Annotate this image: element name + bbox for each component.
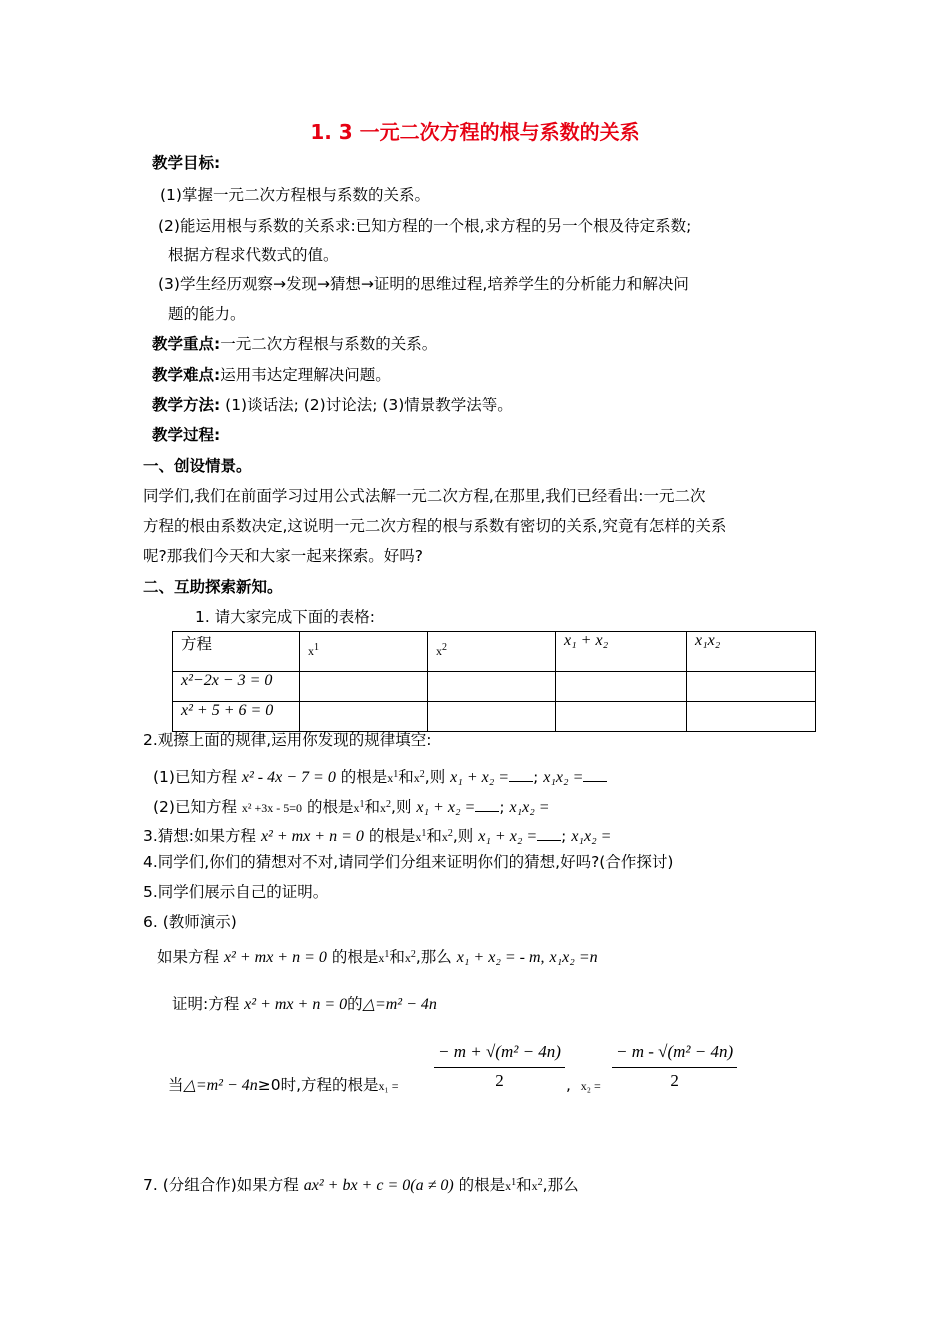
objective-1: (1)掌握一元二次方程根与系数的关系。 xyxy=(160,186,430,204)
row1-product-cell xyxy=(687,672,816,702)
header-x1 xyxy=(300,632,428,672)
proof-pre: 证明:方程 xyxy=(172,995,240,1013)
q2-sum: x₁ + x₂ = xyxy=(416,799,476,816)
section1-para-3: 呢?那我们今天和大家一起来探索。好吗? xyxy=(143,547,423,565)
header-x2-var: x xyxy=(436,644,442,658)
q1-and: 和 xyxy=(398,768,414,786)
root2-denominator: 2 xyxy=(670,1071,679,1090)
q3-pre: 3.猜想:如果方程 xyxy=(143,827,257,845)
demo-root2: $x^2$ xyxy=(404,949,416,965)
q1-product: x₁x₂ = xyxy=(543,769,584,786)
root1-numerator: − m + √(m² − 4n) xyxy=(434,1040,565,1068)
q1-pre: (1)已知方程 xyxy=(153,768,237,786)
demo-mid: 的根是 xyxy=(331,948,379,966)
page-title: 1. 3 一元二次方程的根与系数的关系 xyxy=(310,120,640,144)
q2-pre: (2)已知方程 xyxy=(153,798,237,816)
q2-sum-blank xyxy=(475,797,499,812)
header-product: x₁x₂ xyxy=(687,632,816,672)
q3-root2: $x^2$ xyxy=(441,828,453,844)
q2-and: 和 xyxy=(364,798,381,816)
demo-sum: x₁ + x₂ = - m, xyxy=(456,949,545,966)
key-point-label: 教学重点: xyxy=(152,335,221,353)
q3-then: ,则 xyxy=(452,827,474,845)
header-x2-sub: 2 xyxy=(442,642,447,653)
q2-product: x₁x₂ = xyxy=(509,799,550,816)
roots-table xyxy=(172,631,816,732)
question-4: 4.同学们,你们的猜想对不对,请同学们分组来证明你们的猜想,好吗?(合作探讨) xyxy=(143,853,674,871)
q3-sum-blank xyxy=(537,826,561,841)
method xyxy=(152,394,513,416)
q2-equation: x² +3x - 5=0 xyxy=(241,801,303,815)
q1-mid: 的根是 xyxy=(340,768,388,786)
row2-x1-cell xyxy=(300,702,428,732)
row1-equation: x²−2x − 3 = 0 xyxy=(173,672,300,702)
section1-heading: 一、创设情景。 xyxy=(143,457,252,475)
row2-sum-cell xyxy=(556,702,687,732)
q3-root1: $x^1$ xyxy=(415,828,427,844)
q3-product: x₁x₂ = xyxy=(571,828,612,845)
q1-product-blank xyxy=(583,767,607,782)
roots-line xyxy=(168,1074,399,1097)
q7-mid: 的根是 xyxy=(458,1176,506,1194)
root2-fraction xyxy=(612,1040,737,1094)
demo-pre: 如果方程 xyxy=(157,948,220,966)
question-5: 5.同学们展示自己的证明。 xyxy=(143,883,329,901)
section2-heading: 二、互助探索新知。 xyxy=(143,578,283,596)
key-point xyxy=(152,333,437,355)
q2-root1: $x^1$ xyxy=(353,799,365,815)
when-condition: ≥0时,方程的根是 xyxy=(257,1076,379,1094)
header-x1-sub: 1 xyxy=(314,642,319,653)
objective-2b: 根据方程求代数式的值。 xyxy=(168,246,339,264)
header-x1-var: x xyxy=(308,644,314,658)
task-2: 2.观擦上面的规律,运用你发现的规律填空: xyxy=(143,731,432,749)
proof-discriminant: △=m² − 4n xyxy=(362,996,437,1013)
row1-x2-cell xyxy=(428,672,556,702)
header-sum: x₁ + x₂ xyxy=(556,632,687,672)
q1-root1: $x^1$ xyxy=(387,769,399,785)
root1-fraction xyxy=(434,1040,565,1094)
proof-line xyxy=(172,993,437,1016)
q7-root2: $x^2$ xyxy=(531,1177,543,1193)
proof-equation: x² + mx + n = 0 xyxy=(244,996,348,1013)
root1-denominator: 2 xyxy=(495,1071,504,1090)
row2-product-cell xyxy=(687,702,816,732)
q1-root2: $x^2$ xyxy=(413,769,425,785)
row2-x2-cell xyxy=(428,702,556,732)
demo-then: ,那么 xyxy=(415,948,452,966)
q3-and: 和 xyxy=(426,827,442,845)
objective-2a: (2)能运用根与系数的关系求:已知方程的一个根,求方程的另一个根及待定系数; xyxy=(158,217,692,235)
q1-sum: x₁ + x₂ = xyxy=(450,769,510,786)
question-7 xyxy=(143,1172,579,1197)
row1-x1-cell xyxy=(300,672,428,702)
row1-sum-cell xyxy=(556,672,687,702)
row2-equation: x² + 5 + 6 = 0 xyxy=(173,702,300,732)
header-x2 xyxy=(428,632,556,672)
root1-label: x₁ = xyxy=(378,1079,399,1093)
q3-sum: x₁ + x₂ = xyxy=(478,828,538,845)
q1-equation: x² - 4x − 7 = 0 xyxy=(241,769,336,786)
q7-equation: ax² + bx + c = 0(a ≠ 0) xyxy=(303,1177,454,1194)
q2-root2: $x^2$ xyxy=(380,799,392,815)
root2-label: x₂ = xyxy=(580,1079,601,1093)
q1-sum-blank xyxy=(509,767,533,782)
objectives-heading: 教学目标: xyxy=(152,154,221,172)
root2-label-line xyxy=(566,1074,601,1097)
table-row xyxy=(173,702,816,732)
q7-and: 和 xyxy=(516,1176,532,1194)
demo-statement xyxy=(157,944,598,969)
objective-3b: 题的能力。 xyxy=(168,305,246,323)
demo-and: 和 xyxy=(389,948,405,966)
question-2: (2)已知方程 x² +3x - 5=0 的根是$x^1$和$x^2$,则 x₁ + x₂ = ; x₁x₂ = xyxy=(153,798,550,816)
q2-then: ,则 xyxy=(391,798,412,816)
table-header-row xyxy=(173,632,816,672)
proof-of: 的 xyxy=(347,995,363,1013)
question-1: (1)已知方程 x² - 4x − 7 = 0 的根是$x^1$和$x^2$,则 x₁ + x₂ = ; x₁x₂ = xyxy=(153,764,607,789)
q2-mid: 的根是 xyxy=(306,798,354,816)
q7-pre: 7. (分组合作)如果方程 xyxy=(143,1176,299,1194)
objective-3a: (3)学生经历观察→发现→猜想→证明的思维过程,培养学生的分析能力和解决问 xyxy=(158,275,689,293)
q3-mid: 的根是 xyxy=(368,827,416,845)
section1-para-2: 方程的根由系数决定,这说明一元二次方程的根与系数有密切的关系,究竟有怎样的关系 xyxy=(143,517,727,535)
q1-then: ,则 xyxy=(424,768,446,786)
task-1: 1. 请大家完成下面的表格: xyxy=(195,608,375,626)
root2-numerator: − m - √(m² − 4n) xyxy=(612,1040,737,1068)
demo-root1: $x^1$ xyxy=(378,949,390,965)
q3-equation: x² + mx + n = 0 xyxy=(260,828,364,845)
method-text: (1)谈话法; (2)讨论法; (3)情景教学法等。 xyxy=(225,396,513,414)
q7-root1: $x^1$ xyxy=(505,1177,517,1193)
question-6: 6. (教师演示) xyxy=(143,913,237,931)
table-row xyxy=(173,672,816,702)
q7-then: ,那么 xyxy=(542,1176,579,1194)
question-3: 3.猜想:如果方程 x² + mx + n = 0 的根是$x^1$和$x^2$,则 x₁ + x₂ = ; x₁x₂ = xyxy=(143,827,612,845)
when-discriminant: △=m² − 4n xyxy=(183,1077,258,1094)
root-comma: , xyxy=(566,1076,571,1094)
difficulty-text: 运用韦达定理解决问题。 xyxy=(220,366,391,384)
header-equation: 方程 xyxy=(173,632,300,672)
section1-para-1: 同学们,我们在前面学习过用公式法解一元二次方程,在那里,我们已经看出:一元二次 xyxy=(143,487,706,505)
demo-equation: x² + mx + n = 0 xyxy=(223,949,327,966)
method-label: 教学方法: xyxy=(152,396,221,414)
process-heading: 教学过程: xyxy=(152,426,221,444)
key-point-text: 一元二次方程根与系数的关系。 xyxy=(220,335,438,353)
difficulty xyxy=(152,364,391,386)
when-pre: 当 xyxy=(168,1076,184,1094)
demo-product: x₁x₂ =n xyxy=(549,949,598,966)
difficulty-label: 教学难点: xyxy=(152,366,221,384)
